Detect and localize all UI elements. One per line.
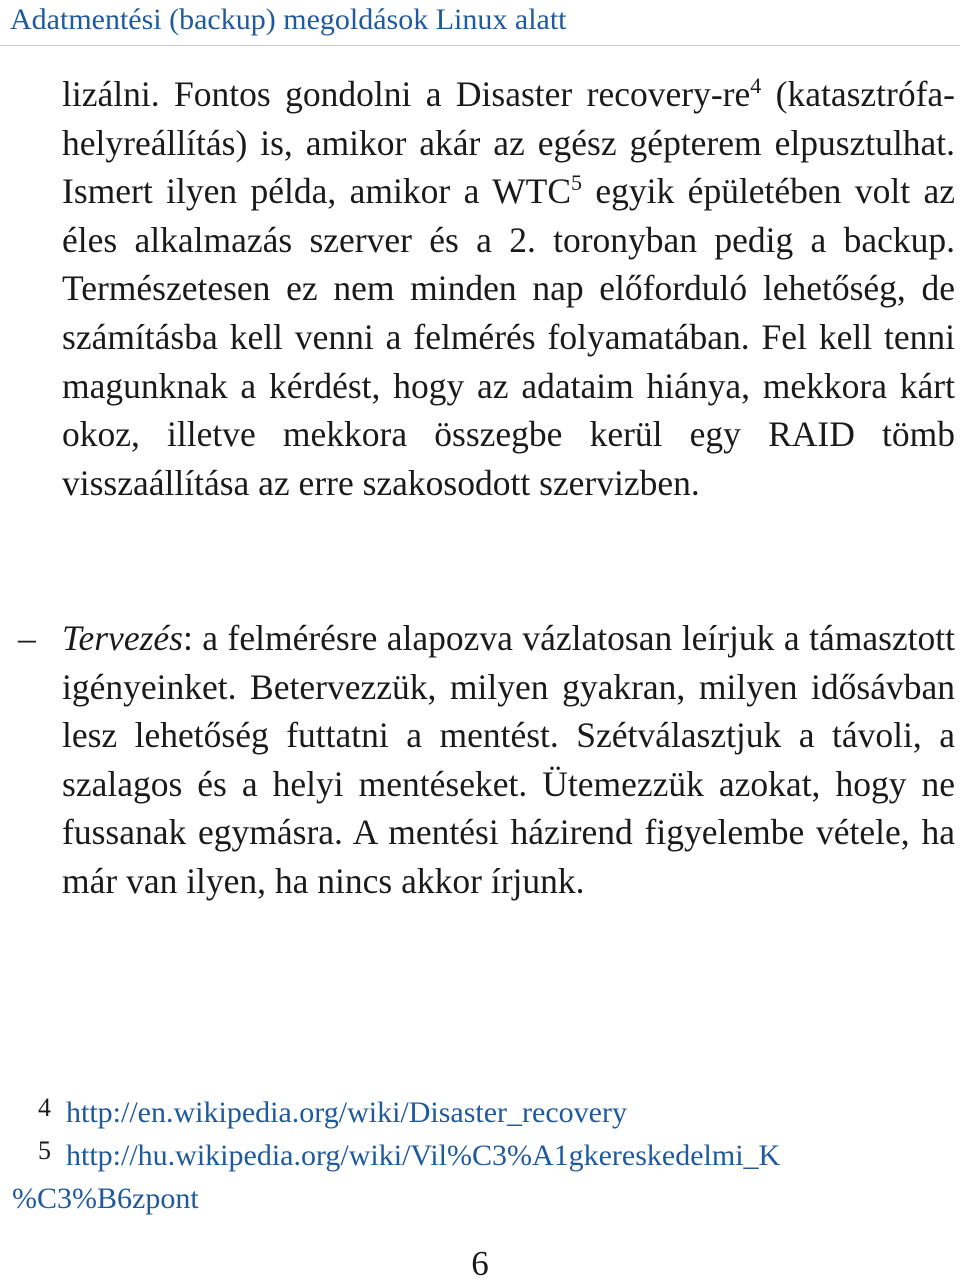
running-header-title: Adatmentési (backup) megoldások Linux alatt (10, 3, 567, 36)
list-item-dash: – (18, 618, 36, 658)
footnote-link-continuation[interactable]: %C3%B6zpont (12, 1182, 199, 1215)
header-divider (0, 45, 960, 46)
body-paragraph (62, 70, 955, 507)
footnote-link[interactable]: http://en.wikipedia.org/wiki/Disaster_recovery (66, 1096, 627, 1129)
footnote-5 (12, 1135, 952, 1178)
footnote-number: 5 (38, 1136, 51, 1165)
footnote-4 (12, 1092, 952, 1135)
list-item-text: : a felmérésre alapozva vázlatosan leírjuk a támasztott igényeinket. Betervezzük, milyen gyakran, milyen idősávban lesz lehetőség futtatni a mentést. Szétválasztjuk a távoli, a szalagos és a helyi mentéseket. Ütemezzük azokat, hogy ne fussanak egymásra. A mentési házirend figyelembe vétele, ha már van ilyen, ha nincs akkor írjunk. (62, 618, 955, 901)
footnote-link[interactable]: http://hu.wikipedia.org/wiki/Vil%C3%A1gkereskedelmi_K (66, 1139, 781, 1172)
footnote-number: 4 (38, 1093, 51, 1122)
footnote-ref-4[interactable]: 4 (750, 73, 762, 98)
paragraph-text: (katasztrófa-helyreállítás) is, amikor akár az egész gépterem elpusztulhat. Ismert ilyen példa, amikor a WTC (62, 74, 956, 212)
list-item (62, 614, 955, 906)
page-number: 6 (471, 1244, 489, 1283)
paragraph-text: egyik épületében volt az éles alkalmazás szerver és a 2. toronyban pedig a backup. Természetesen ez nem minden nap előforduló lehetőség, de számításba kell venni a felmérés folyamatában. Fel kell tenni magunknak a kérdést, hogy az adataim hiánya, mekkora kárt okoz, illetve mekkora összegbe kerül egy RAID tömb visszaállítása az erre szakosodott szervizben. (62, 171, 955, 503)
footnote-ref-5[interactable]: 5 (571, 170, 582, 196)
list-item-term: Tervezés (62, 618, 183, 658)
paragraph-text: lizálni. Fontos gondolni a Disaster recovery-re (62, 74, 751, 114)
footnotes (12, 1092, 952, 1220)
